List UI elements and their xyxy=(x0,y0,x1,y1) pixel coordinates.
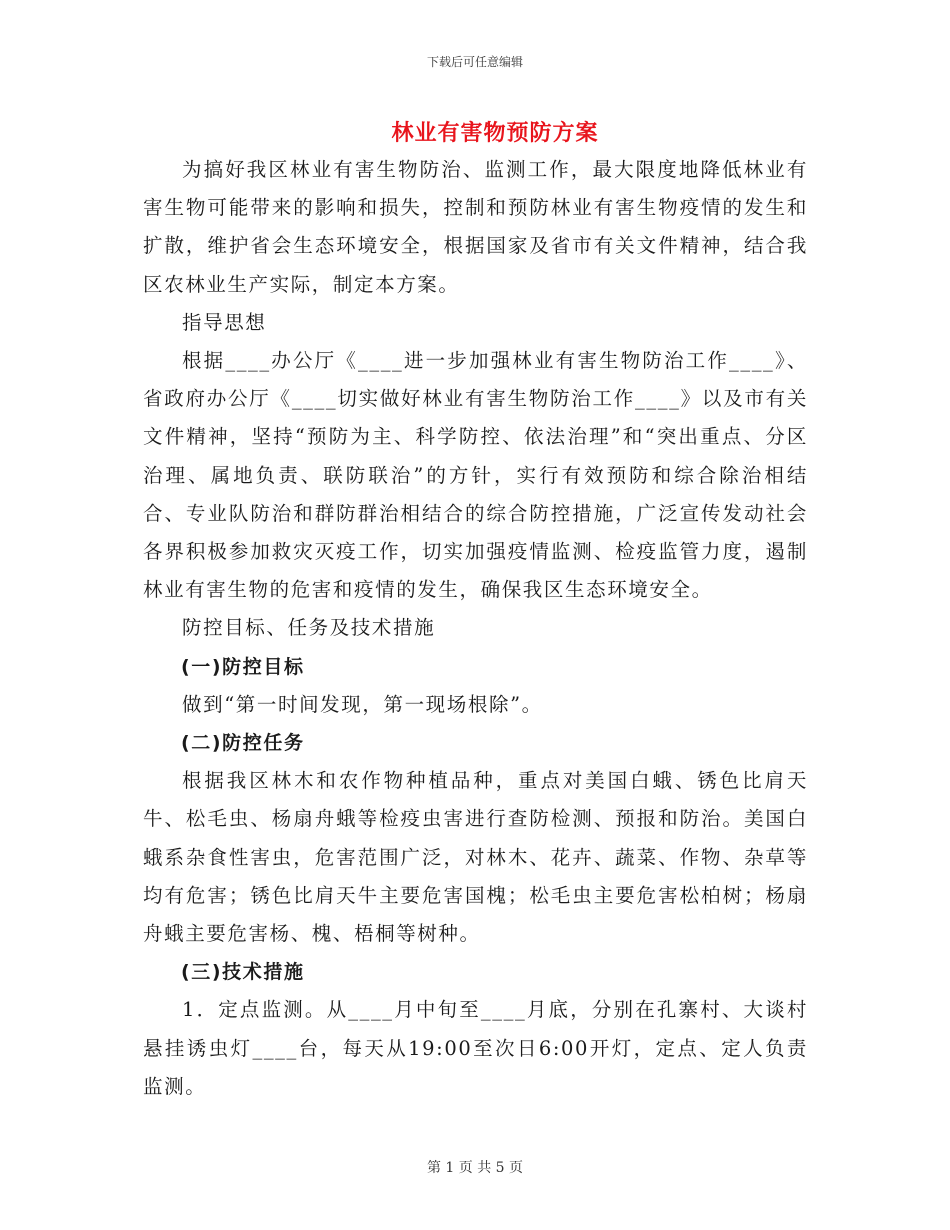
subheading-technical-measures: (三)技术措施 xyxy=(181,961,305,984)
control-task-paragraph: 根据我区林木和农作物种植品种，重点对美国白蛾、锈色比肩天牛、松毛虫、杨扇舟蛾等检疫虫害进行查防检测、预报和防治。美国白蛾系杂食性害虫，危害范围广泛，对林木、花卉、蔬菜、作物、杂草等均有危害；锈色比肩天牛主要危害国槐；松毛虫主要危害松柏树；杨扇舟蛾主要危害杨、槐、梧桐等树种。 xyxy=(143,769,808,946)
control-goal-paragraph: 做到“第一时间发现，第一现场根除”。 xyxy=(182,692,543,716)
section-guiding-ideology: 指导思想 xyxy=(182,310,267,334)
subheading-control-goal: (一)防控目标 xyxy=(181,655,305,678)
section-goals-tasks-measures: 防控目标、任务及技术措施 xyxy=(182,616,436,640)
guiding-ideology-paragraph: 根据____办公厅《____进一步加强林业有害生物防治工作____》、省政府办公厅《____切实做好林业有害生物防治工作____》以及市有关文件精神，坚持“预防为主、科学防控、依法治理”和“突出重点、分区治理、属地负责、联防联治”的方针，实行有效预防和综合除治相结合、专业队防治和群防群治相结合的综合防控措施，广泛宣传发动社会各界积极参加救灾灭疫工作，切实加强疫情监测、检疫监管力度，遏制林业有害生物的危害和疫情的发生，确保我区生态环境安全。 xyxy=(143,349,809,602)
document-body xyxy=(143,151,808,1106)
page-header-note: 下载后可任意编辑 xyxy=(426,55,523,69)
intro-paragraph: 为搞好我区林业有害生物防治、监测工作，最大限度地降低林业有害生物可能带来的影响和损失，控制和预防林业有害生物疫情的发生和扩散，维护省会生态环境安全，根据国家及省市有关文件精神，结合我区农林业生产实际，制定本方案。 xyxy=(143,158,808,296)
subheading-control-task: (二)防控任务 xyxy=(181,732,305,755)
document-title: 林业有害物预防方案 xyxy=(391,120,599,146)
page-number: 第 1 页 共 5 页 xyxy=(426,1160,524,1176)
technical-measure-item-1: 1．定点监测。从____月中旬至____月底，分别在孔寨村、大谈村悬挂诱虫灯____台，每天从19:00至次日6:00开灯，定点、定人负责监测。 xyxy=(143,998,808,1098)
